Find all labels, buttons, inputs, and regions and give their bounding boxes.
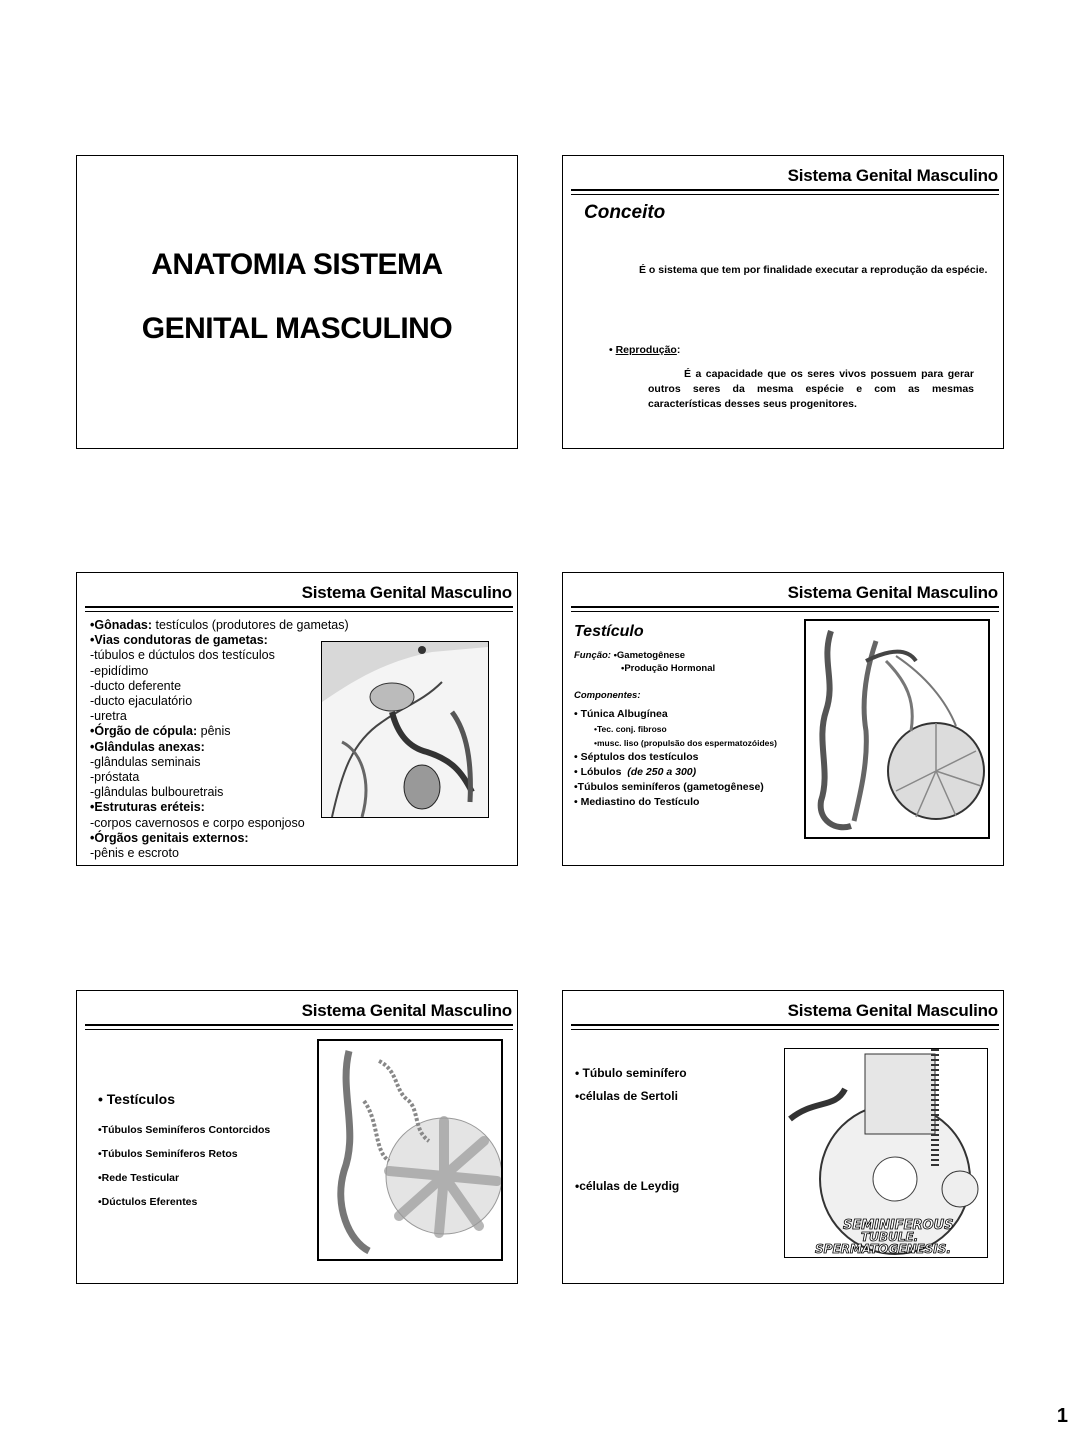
concept-heading: Conceito (584, 202, 666, 223)
function-item: •Gametogênese (613, 650, 686, 661)
organ-list-line (90, 846, 349, 861)
slide-1 (76, 155, 518, 449)
components-list (574, 707, 777, 810)
seminiferous-tubule-item: • Túbulo seminífero (575, 1066, 687, 1080)
header-rule (571, 189, 999, 195)
component-item: • Lóbulos (de 250 a 300) (574, 766, 697, 778)
testes-title: • Testículos (98, 1091, 175, 1107)
function-label: Função: (574, 650, 611, 661)
organ-list-line (90, 831, 349, 846)
testis-heading: Testículo (574, 623, 644, 640)
organ-category: •Glândulas anexas: (90, 739, 205, 754)
component-item: • Mediastino do Testículo (574, 796, 700, 808)
organ-item: pênis (197, 724, 231, 739)
organ-list (90, 618, 349, 861)
function-item: •Produção Hormonal (621, 663, 716, 674)
slide-header: Sistema Genital Masculino (301, 1001, 512, 1020)
caption-line: SEMINIFEROUS (843, 1218, 954, 1233)
organ-item: -corpos cavernosos e corpo esponjoso (90, 815, 305, 830)
sertoli-cells-item: •células de Sertoli (575, 1089, 678, 1103)
slide-header: Sistema Genital Masculino (787, 1001, 998, 1020)
slide-3 (76, 572, 518, 866)
slide-header: Sistema Genital Masculino (787, 583, 998, 602)
organ-category: •Estruturas eréteis: (90, 800, 205, 815)
organ-item: testículos (produtores de gametas) (152, 618, 349, 632)
testes-list (98, 1118, 270, 1214)
organ-item: -túbulos e dúctulos dos testículos (90, 648, 275, 663)
component-item: •Túbulos seminíferos (gametogênese) (574, 781, 764, 793)
organ-category: •Órgão de cópula: (90, 724, 198, 739)
header-rule (571, 606, 999, 612)
organ-item: -uretra (90, 709, 127, 724)
leydig-cells-item: •células de Leydig (575, 1179, 680, 1193)
reproduction-label (609, 344, 680, 356)
organ-item: -pênis e escroto (90, 846, 179, 861)
component-item: • Séptulos dos testículos (574, 751, 699, 763)
pelvis-section-illustration (321, 641, 489, 818)
function-block (574, 649, 715, 675)
organ-list-line (90, 694, 349, 709)
organ-list-line (90, 633, 349, 648)
header-rule (85, 606, 513, 612)
organ-item: -ducto ejaculatório (90, 694, 193, 709)
slide-5 (76, 990, 518, 1284)
header-rule (85, 1024, 513, 1030)
seminiferous-tubules-illustration (317, 1039, 503, 1261)
list-item: •Dúctulos Eferentes (98, 1196, 198, 1208)
list-item: •Túbulos Seminíferos Contorcidos (98, 1124, 271, 1136)
slide-2 (562, 155, 1004, 449)
organ-list-line (90, 785, 349, 800)
organ-item: -glândulas seminais (90, 754, 201, 769)
bullet: • (609, 344, 616, 356)
organ-list-line (90, 740, 349, 755)
components-label: Componentes: (574, 690, 641, 701)
organ-item: -epidídimo (90, 663, 149, 678)
organ-list-line (90, 664, 349, 679)
caption-line: TUBULE. (861, 1230, 919, 1244)
organ-category: •Órgãos genitais externos: (90, 830, 249, 845)
organ-list-line (90, 709, 349, 724)
organ-category: •Vias condutoras de gametas: (90, 633, 268, 648)
organ-list-line (90, 800, 349, 815)
organ-item: -ducto deferente (90, 678, 182, 693)
slide-4 (562, 572, 1004, 866)
list-item: •Túbulos Seminíferos Retos (98, 1148, 238, 1160)
page-number: 1 (1056, 1405, 1068, 1427)
organ-list-line (90, 679, 349, 694)
reproduction-definition: É a capacidade que os seres vivos possuem para gerar outros seres da mesma espécie e com as mesmas características desses seus progenitores. (648, 368, 974, 410)
list-item: •Rede Testicular (98, 1172, 180, 1184)
organ-list-line (90, 724, 349, 739)
organ-list-line (90, 648, 349, 663)
component-item: • Túnica Albugínea (574, 708, 668, 720)
reproduction-term: Reprodução (615, 344, 677, 356)
slide-header: Sistema Genital Masculino (301, 583, 512, 602)
header-rule (571, 1024, 999, 1030)
organ-list-line (90, 816, 349, 831)
slide-6 (562, 990, 1004, 1284)
organ-list-line (90, 618, 349, 633)
organ-list-line (90, 755, 349, 770)
component-subitem: •Tec. conj. fibroso (594, 724, 667, 734)
organ-item: -glândulas bulbouretrais (90, 785, 224, 800)
caption-line: SPERMATOGENESIS. (815, 1242, 951, 1256)
title-line-2: GENITAL MASCULINO (141, 312, 453, 345)
slide-header: Sistema Genital Masculino (787, 166, 998, 185)
lobule-count: (de 250 a 300) (627, 766, 697, 778)
organ-category: •Gônadas: (90, 618, 153, 632)
colon: : (676, 344, 681, 356)
concept-definition: É o sistema que tem por finalidade executar a reprodução da espécie. (639, 264, 988, 276)
component-subitem: •musc. liso (propulsão dos espermatozóides) (594, 738, 777, 748)
testis-illustration (804, 619, 990, 839)
organ-list-line (90, 770, 349, 785)
spermatogenesis-illustration (784, 1048, 988, 1258)
organ-item: -próstata (90, 770, 140, 785)
title-line-1: ANATOMIA SISTEMA (151, 248, 443, 281)
